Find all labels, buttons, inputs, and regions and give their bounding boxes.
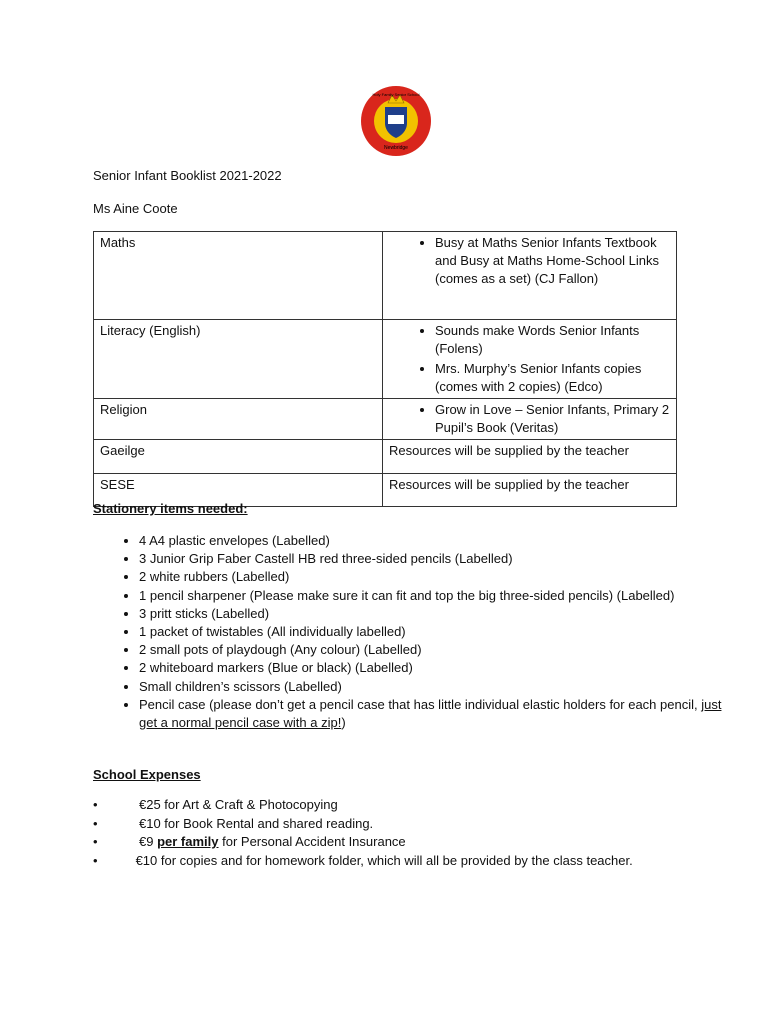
subject-cell: Literacy (English) bbox=[94, 320, 383, 399]
bullet: • bbox=[93, 834, 98, 849]
book-item: • Mrs. Murphy’s Senior Infants copies (comes with 2 copies) (Edco) bbox=[435, 360, 670, 396]
pencil-case-text: Pencil case (please don’t get a pencil case that has little individual elastic holders for each pencil, bbox=[139, 696, 702, 712]
list-item: • 3 pritt sticks (Labelled) bbox=[139, 605, 729, 623]
pencil-case-note: just get a normal pencil case with a zip! bbox=[139, 696, 722, 731]
expense-text: €10 for Book Rental and shared reading. bbox=[139, 815, 374, 831]
books-cell bbox=[383, 232, 677, 320]
list-item: • 1 pencil sharpener (Please make sure it can fit and top the big three-sided pencils) (Labelled) bbox=[139, 587, 729, 605]
expense-text: €9 bbox=[139, 834, 158, 849]
subject-cell: Gaeilge bbox=[94, 440, 383, 474]
pencil-case-tail: ) bbox=[341, 715, 346, 731]
crest-book bbox=[388, 115, 404, 124]
book-item: • Grow in Love – Senior Infants, Primary 2 Pupil’s Book (Veritas) bbox=[435, 401, 670, 437]
expense-text: €10 for copies and for homework folder, which will all be provided by the class teacher. bbox=[135, 852, 633, 868]
book-item: • Busy at Maths Senior Infants Textbook and Busy at Maths Home-School Links (comes as a set) (CJ Fallon) bbox=[435, 234, 670, 288]
books-cell: Resources will be supplied by the teacher bbox=[383, 474, 677, 507]
school-crest-logo bbox=[360, 85, 432, 157]
list-item: • 2 small pots of playdough (Any colour) (Labelled) bbox=[139, 641, 729, 659]
expense-item bbox=[93, 852, 683, 871]
list-item: • 2 white rubbers (Labelled) bbox=[139, 568, 729, 586]
subject-cell: Religion bbox=[94, 399, 383, 440]
expense-text: for Personal Accident Insurance bbox=[218, 834, 406, 849]
crest-ring-text: Holy Family Senior School bbox=[372, 92, 420, 97]
expense-text: €25 for Art & Craft & Photocopying bbox=[139, 797, 338, 812]
bullet: • bbox=[93, 815, 98, 831]
expense-item bbox=[93, 833, 683, 852]
book-item: • Sounds make Words Senior Infants (Folens) bbox=[435, 322, 670, 358]
expense-item bbox=[93, 815, 683, 834]
expense-item bbox=[93, 796, 683, 815]
table-row bbox=[94, 232, 677, 320]
bullet: • bbox=[93, 797, 98, 812]
list-item bbox=[139, 696, 729, 732]
subject-cell: Maths bbox=[94, 232, 383, 320]
stationery-list bbox=[93, 532, 729, 732]
list-item: • 4 A4 plastic envelopes (Labelled) bbox=[139, 532, 729, 550]
subject-cell: SESE bbox=[94, 474, 383, 507]
table-row bbox=[94, 399, 677, 440]
booklist-title: Senior Infant Booklist 2021-2022 bbox=[93, 168, 282, 183]
crest-motto: Newbridge bbox=[384, 145, 408, 151]
table-row bbox=[94, 440, 677, 474]
list-item: • 2 whiteboard markers (Blue or black) (Labelled) bbox=[139, 659, 729, 677]
teacher-name: Ms Aine Coote bbox=[93, 201, 178, 216]
list-item: • 1 packet of twistables (All individually labelled) bbox=[139, 623, 729, 641]
booklist-table bbox=[93, 231, 677, 507]
list-item: • Small children’s scissors (Labelled) bbox=[139, 678, 729, 696]
bullet: • bbox=[93, 852, 98, 868]
stationery-heading: Stationery items needed: bbox=[93, 501, 248, 516]
expense-emphasis: per family bbox=[157, 834, 219, 849]
books-cell: Resources will be supplied by the teacher bbox=[383, 440, 677, 474]
table-row bbox=[94, 320, 677, 399]
list-item: • 3 Junior Grip Faber Castell HB red three-sided pencils (Labelled) bbox=[139, 550, 729, 568]
books-cell bbox=[383, 399, 677, 440]
books-cell bbox=[383, 320, 677, 399]
expenses-list bbox=[93, 796, 683, 870]
expenses-heading: School Expenses bbox=[93, 767, 201, 782]
